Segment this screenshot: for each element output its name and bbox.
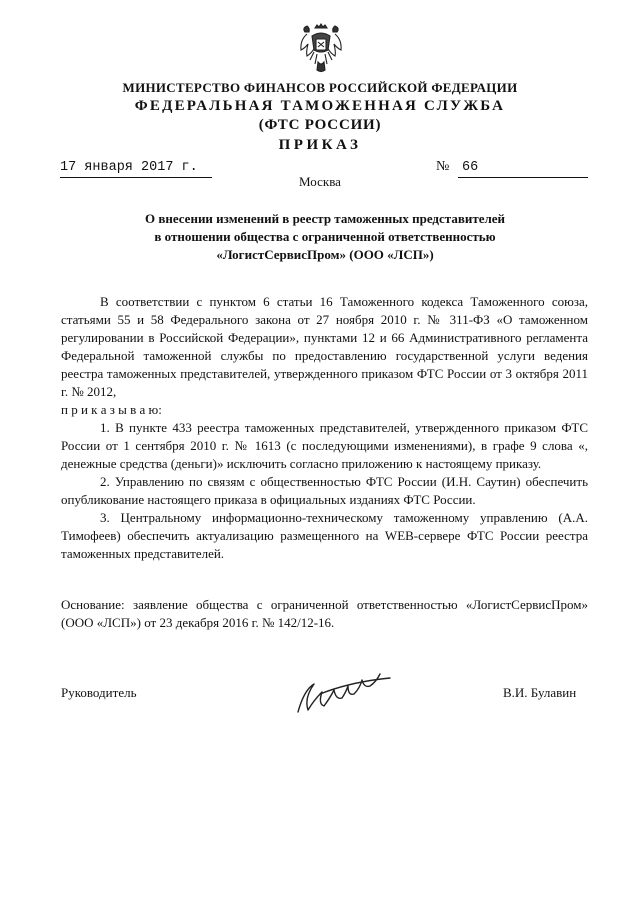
order-directive: п р и к а з ы в а ю: [61,402,162,417]
number-sign: № [436,159,450,174]
title-line: «ЛогистСервисПром» (ООО «ЛСП») [216,247,434,262]
order-item-2: 2. Управлению по связям с общественностью ФТС России (И.Н. Саутин) обеспечить опубликование настоящего приказа в официальных изданиях ФТС России. [61,474,588,507]
issue-city: Москва [299,174,341,189]
basis-paragraph [61,596,588,632]
order-date: 17 января 2017 г. [60,160,198,175]
signatory-role: Руководитель [61,685,137,700]
order-body [61,293,588,563]
double-headed-eagle-emblem [299,22,343,74]
service-abbreviation: (ФТС РОССИИ) [258,117,382,133]
preamble-paragraph: В соответствии с пунктом 6 статьи 16 Таможенного кодекса Таможенного союза, статьями 55 и 58 Федерального закона от 27 ноября 2010 г. № 311-ФЗ «О таможенном регулировании в Российской Федерации», пунктами 12 и 66 Административного регламента Федеральной таможенной службы по предоставлению государственной услуги ведения реестра таможенных представителей, утвержденного приказом ФТС России от 3 октября 2011 г. № 2012, [61,294,588,399]
handwritten-signature [290,672,410,720]
title-line: в отношении общества с ограниченной ответственностью [154,229,496,244]
basis-text: Основание: заявление общества с ограниченной ответственностью «ЛогистСервисПром» (ООО «ЛСП») от 23 декабря 2016 г. № 142/12-16. [61,597,588,630]
ministry-heading: МИНИСТЕРСТВО ФИНАНСОВ РОССИЙСКОЙ ФЕДЕРАЦИИ [122,80,518,95]
signatory-name: В.И. Булавин [503,685,577,700]
document-type-heading: ПРИКАЗ [278,137,362,153]
service-heading: ФЕДЕРАЛЬНАЯ ТАМОЖЕННАЯ СЛУЖБА [134,98,506,114]
order-item-3: 3. Центральному информационно-техническому таможенному управлению (А.А. Тимофеев) обеспечить актуализацию размещенного на WEB-сервере ФТС России реестра таможенных представителей. [61,510,588,561]
order-number: 66 [462,160,479,175]
title-line: О внесении изменений в реестр таможенных представителей [144,211,506,226]
order-item-1: 1. В пункте 433 реестра таможенных представителей, утвержденного приказом ФТС России от 1 сентября 2010 г. № 1613 (с последующими изменениями), в графе 9 слова «, денежные средства (деньги)» исключить согласно приложению к настоящему приказу. [61,420,588,471]
order-title [60,210,590,264]
